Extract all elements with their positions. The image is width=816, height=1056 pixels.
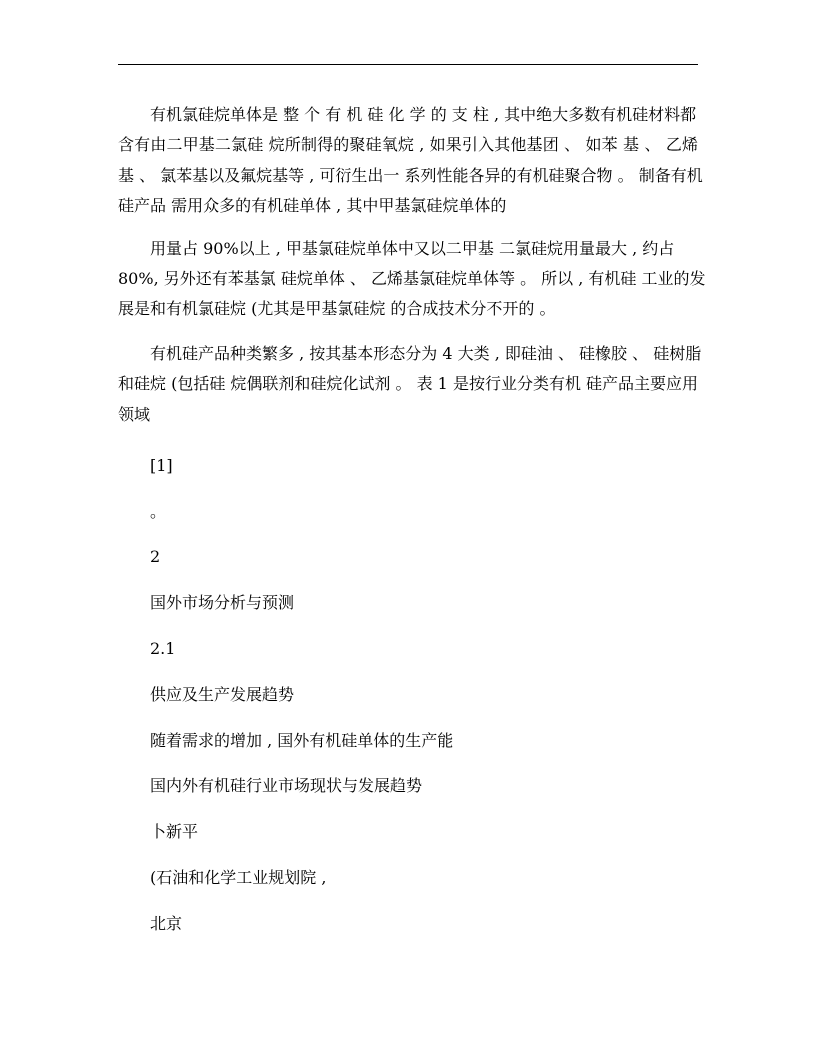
paragraph-line: 硅产品 需用众多的有机硅单体 , 其中甲基氯硅烷单体的 xyxy=(118,196,507,216)
subsection-number: 2.1 xyxy=(150,639,176,659)
paragraph-line: 用量占 90%以上 , 甲基氯硅烷单体中又以二甲基 二氯硅烷用量最大 , 约占 xyxy=(150,238,675,258)
body-paragraph xyxy=(118,100,703,222)
citation-marker: [1] xyxy=(150,455,173,475)
paragraph-line: 含有由二甲基二氯硅 烷所制得的聚硅氧烷 , 如果引入其他基团 、 如苯 基 、 乙烯 xyxy=(118,135,698,155)
author-name: 卜新平 xyxy=(150,822,199,842)
header-rule xyxy=(118,64,698,65)
author-location: 北京 xyxy=(150,913,183,933)
section-number: 2 xyxy=(150,547,161,567)
paragraph-line: 有机硅产品种类繁多 , 按其基本形态分为 4 大类 , 即硅油 、 硅橡胶 、 硅树脂 xyxy=(150,343,702,363)
paragraph-line: 80%, 另外还有苯基氯 硅烷单体 、 乙烯基氯硅烷单体等 。 所以 , 有机硅 工业的发 xyxy=(118,268,706,288)
paragraph-line: 有机氯硅烷单体是 整 个 有 机 硅 化 学 的 支 柱 , 其中绝大多数有机硅材料都 xyxy=(150,105,697,124)
body-paragraph xyxy=(118,339,702,430)
paragraph-line: 和硅烷 (包括硅 烷偶联剂和硅烷化试剂 。 表 1 是按行业分类有机 硅产品主要应用 xyxy=(118,374,699,394)
paragraph-line: 领域 xyxy=(118,404,151,424)
paragraph-line: 展是和有机氯硅烷 (尤其是甲基氯硅烷 的合成技术分不开的 。 xyxy=(118,299,556,319)
body-paragraph xyxy=(118,234,706,325)
subsection-title: 供应及生产发展趋势 xyxy=(150,684,295,704)
article-title: 国内外有机硅行业市场现状与发展趋势 xyxy=(150,776,423,796)
author-affiliation: (石油和化学工业规划院 , xyxy=(150,867,327,887)
document-body xyxy=(118,100,706,939)
citation-period: 。 xyxy=(150,501,167,521)
section-title: 国外市场分析与预测 xyxy=(150,593,295,613)
subsection-text: 随着需求的增加 , 国外有机硅单体的生产能 xyxy=(150,730,454,750)
paragraph-line: 基 、 氯苯基以及氟烷基等 , 可衍生出一 系列性能各异的有机硅聚合物 。 制备有机 xyxy=(118,165,703,185)
